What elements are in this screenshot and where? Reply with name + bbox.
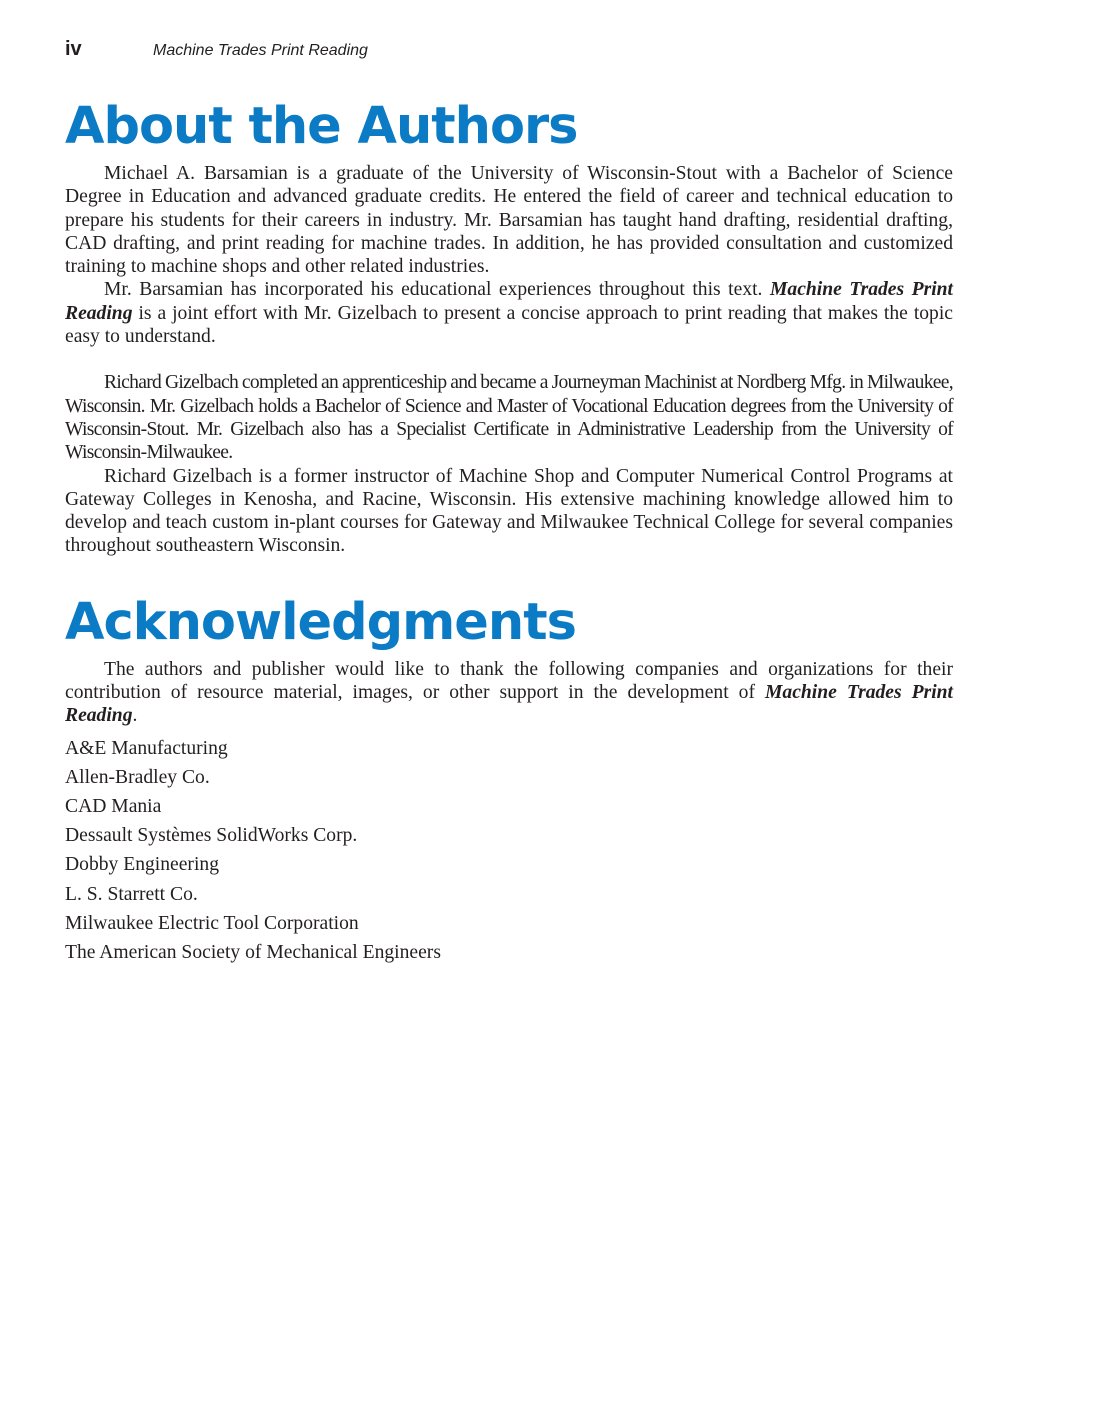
about-p3-text: Richard Gizelbach completed an apprenticeship and became a Journeyman Machinist at Nordberg Mfg. in Milwaukee, Wisconsin. Mr. Gizelbach holds a Bachelor of Science and Master of Vocational Education degrees from the University of Wisconsin-Stout. Mr. Gizelbach also has a Specialist Certificate in Administrative Leadership from the University of Wisconsin-Milwaukee. (65, 372, 953, 464)
running-head-title: Machine Trades Print Reading (153, 42, 368, 59)
about-paragraph-3 (65, 371, 953, 464)
list-item: Allen-Bradley Co. (65, 766, 210, 788)
ack-intro-text-after: . (132, 705, 138, 727)
page-number: iv (65, 38, 82, 60)
ack-intro-text-before: The authors and publisher would like to thank the following companies and organizations for their contribution of resource material, images, or other support in the development of (65, 658, 953, 704)
list-item: A&E Manufacturing (65, 737, 228, 759)
about-authors-heading: About the Authors (65, 97, 578, 156)
list-item: Dessault Systèmes SolidWorks Corp. (65, 825, 358, 847)
about-paragraph-4: Richard Gizelbach is a former instructor of Machine Shop and Computer Numerical Control Programs at Gateway Colleges in Kenosha, and Racine, Wisconsin. His extensive machining knowledge allowed him to develop and teach custom in-plant courses for Gateway and Milwaukee Technical College for several companies throughout southeastern Wisconsin. (65, 465, 953, 557)
acknowledgments-intro (65, 658, 953, 728)
about-p2-book-title: Machine Trades Print Reading (65, 279, 953, 324)
paragraph-spacer (65, 348, 953, 371)
list-item: CAD Mania (65, 796, 162, 818)
page-content (65, 96, 953, 967)
ack-intro-book-title: Machine Trades Print Reading (65, 682, 953, 727)
acknowledgments-heading: Acknowledgments (65, 592, 576, 652)
about-paragraph-2 (65, 278, 953, 348)
about-p2-text-before: Mr. Barsamian has incorporated his educational experiences throughout this text. (104, 279, 770, 301)
running-head (65, 38, 368, 68)
company-list (65, 734, 953, 968)
list-item: L. S. Starrett Co. (65, 883, 198, 905)
about-paragraph-1: Michael A. Barsamian is a graduate of the University of Wisconsin-Stout with a Bachelor of Science Degree in Education and advanced graduate credits. He entered the field of career and technical education to prepare his students for their careers in industry. Mr. Barsamian has taught hand drafting, residential drafting, CAD drafting, and print reading for machine trades. In addition, he has provided consultation and customized training to machine shops and other related industries. (65, 163, 953, 278)
about-p2-text-after: is a joint effort with Mr. Gizelbach to present a concise approach to print reading that makes the topic easy to understand. (65, 302, 953, 348)
list-item: The American Society of Mechanical Engineers (65, 942, 441, 964)
acknowledgments-section (65, 592, 953, 968)
list-item: Dobby Engineering (65, 854, 219, 876)
list-item: Milwaukee Electric Tool Corporation (65, 912, 359, 934)
about-authors-section (65, 96, 953, 558)
